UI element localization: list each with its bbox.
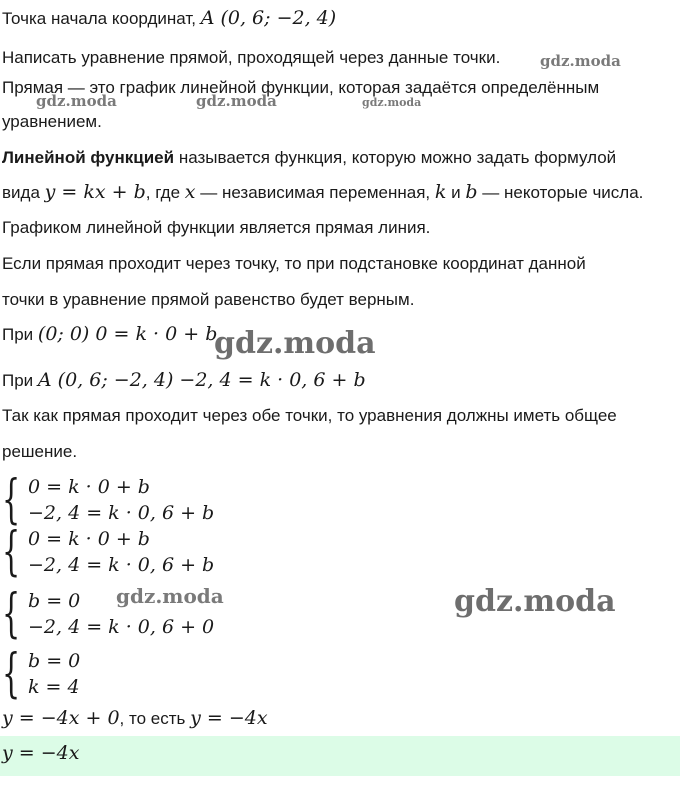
line-5 — [2, 146, 616, 170]
watermark-logo: gdz.moda — [214, 326, 376, 361]
watermark-logo: gdz.moda — [454, 584, 616, 619]
line-9: точки в уравнение прямой равенство будет верным. — [2, 290, 415, 309]
text-and: и — [451, 183, 461, 202]
line-11 — [2, 368, 366, 393]
equation-origin: (0; 0) 0 = k · 0 + b. — [37, 323, 224, 345]
text-pri-2: При — [2, 371, 34, 390]
line-1 — [2, 6, 336, 31]
watermark-logo: gdz.moda — [116, 584, 224, 608]
line-13: решение. — [2, 442, 78, 461]
linear-function-term: Линейной функцией — [2, 148, 175, 167]
text-pri-1: При — [2, 325, 34, 344]
var-x: x — [184, 181, 196, 203]
line-8: Если прямая проходит через точку, то при подстановке координат данной — [2, 254, 586, 273]
var-k: k — [434, 181, 447, 203]
brace-icon: { — [2, 522, 21, 582]
watermark-logo: gdz.moda — [540, 52, 621, 70]
brace-icon: { — [2, 584, 21, 644]
equation-simplified: y = −4x — [190, 707, 268, 729]
answer-box — [0, 736, 680, 776]
definition-text: называется функция, которую можно задать формулой — [178, 148, 617, 167]
line-7: Графиком линейной функции является прямая линия. — [2, 218, 431, 237]
system-1-row-2: −2, 4 = k · 0, 6 + b — [28, 502, 215, 524]
text-independent: — независимая переменная, — [200, 183, 431, 202]
brace-icon: { — [2, 644, 21, 704]
watermark-logo: gdz.moda — [36, 92, 117, 110]
text-to-est: , то есть — [119, 709, 186, 728]
equation-result: y = −4x + 0 — [2, 707, 120, 729]
system-3-row-1: b = 0 — [28, 590, 81, 612]
watermark-logo: gdz.moda — [196, 92, 277, 110]
text-vida: вида — [2, 183, 40, 202]
equation-point-a: A (0, 6; −2, 4) −2, 4 = k · 0, 6 + b — [37, 369, 366, 391]
line-4: уравнением. — [2, 112, 102, 131]
brace-icon: { — [2, 470, 21, 530]
system-2-row-2: −2, 4 = k · 0, 6 + b — [28, 554, 215, 576]
formula-ykxb: y = kx + b — [44, 181, 146, 203]
line-2: Написать уравнение прямой, проходящей через данные точки. — [2, 48, 501, 67]
system-2-row-1: 0 = k · 0 + b — [28, 528, 150, 550]
line-12: Так как прямая проходит через обе точки, то уравнения должны иметь общее — [2, 406, 617, 425]
text-gde: , где — [145, 183, 181, 202]
watermark-logo: gdz.moda — [362, 96, 422, 109]
line-3: Прямая — это график линейной функции, которая задаётся определённым — [2, 78, 600, 97]
answer-text: y = −4x — [2, 742, 80, 764]
system-1-row-1: 0 = k · 0 + b — [28, 476, 150, 498]
origin-text: Точка начала координат, — [2, 9, 196, 28]
line-10 — [2, 322, 223, 347]
line-6 — [2, 180, 643, 205]
system-4-row-1: b = 0 — [28, 650, 81, 672]
system-4-row-2: k = 4 — [28, 676, 80, 698]
system-3-row-2: −2, 4 = k · 0, 6 + 0 — [28, 616, 215, 638]
line-18 — [2, 706, 268, 731]
var-b: b — [465, 181, 478, 203]
text-numbers: — некоторые числа. — [482, 183, 644, 202]
point-a-coords: A (0, 6; −2, 4) — [200, 7, 337, 29]
